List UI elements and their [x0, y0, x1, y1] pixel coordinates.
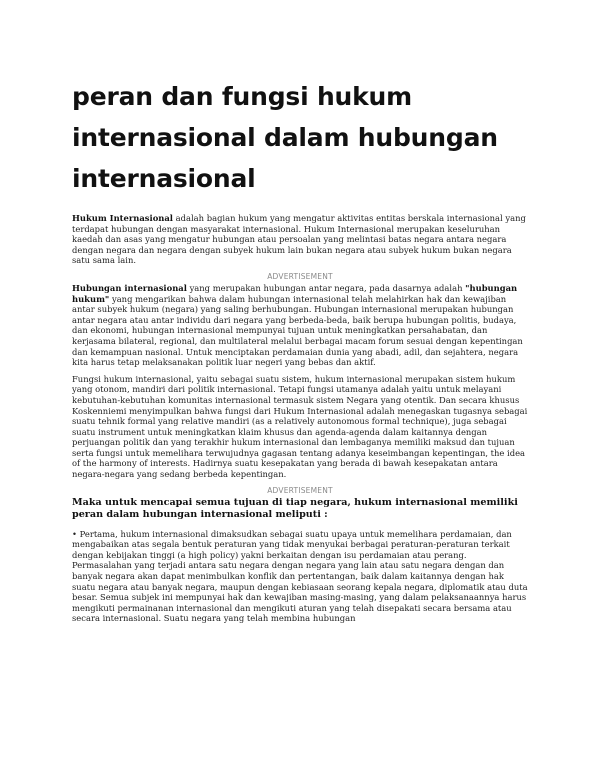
paragraph-hubungan-text-1: yang merupakan hubungan antar negara, pada dasarnya adalah: [186, 282, 466, 293]
term-hubungan-hukum: "hubungan hukum": [72, 282, 518, 304]
page-title: peran dan fungsi hukum internasional dalam hubungan internasional: [72, 82, 498, 193]
paragraph-peran-pertama: • Pertama, hukum internasional dimaksudkan sebagai suatu upaya untuk memelihara perdamaian, dan mengabaikan atas segala bentuk peraturan yang tidak menyukai berbagai peraturan-peraturan terkait dengan kebijakan tinggi (a high policy) yakni berkaitan dengan isu perdamaian atau perang. Permasalahan yang terjadi antara satu negara dengan negara yang lain atau satu negara dengan dan banyak negara akan dapat menimbulkan konflik dan pertentangan, baik dalam kaitannya dengan hak suatu negara atau banyak negara, maupun dengan kebiasaan seorang kepala negara, diplomatik atau duta besar. Semua subjek ini mempunyai hak dan kewajiban masing-masing, yang dalam pelaksanaannya harus mengikuti permainanan internasional dan mengikuti aturan yang telah disepakati secara bersama atau secara internasional. Suatu negara yang telah membina hubungan: [72, 528, 528, 624]
paragraph-fungsi: Fungsi hukum internasional, yaitu sebagai suatu sistem, hukum internasional merupakan sistem hukum yang otonom, mandiri dari politik internasional. Tetapi fungsi utamanya adalah yaitu untuk melayani kebutuhan-kebutuhan komunitas internasional termasuk sistem Negara yang otentik. Dan secara khusus Koskenniemi menyimpulkan bahwa fungsi dari Hukum Internasional adalah menegaskan tugasnya sebagai suatu tehnik formal yang relative mandiri (as a relatively autonomous formal technique), juga sebagai suatu instrument untuk meningkatkan klaim khusus dan agenda-agenda dalam kaitannya dengan perjuangan politik dan yang terakhir hukum internasional dan lembaganya memiliki maksud dan tujuan serta fungsi untuk memelihara terwujudnya gagasan tentang adanya keseimbangan kepentingan, the idea of the harmony of interests. Hadirnya suatu kesepakatan yang berada di bawah kesepakatan antara negara-negara yang sedang berbeda kepentingan.: [72, 373, 528, 480]
advertisement-label: ADVERTISEMENT: [267, 485, 333, 495]
document-page: [72, 72, 528, 630]
term-hubungan-internasional: Hubungan internasional: [72, 282, 187, 293]
paragraph-intro: [72, 213, 528, 266]
paragraph-hubungan: [72, 283, 528, 368]
paragraph-intro-text: adalah bagian hukum yang mengatur aktivitas entitas berskala internasional yang terdapat hubungan dengan masyarakat internasional. Hukum Internasional merupakan keseluruhan kaedah dan asas yang mengatur hubungan atau persoalan yang melintasi batas negara antara negara dengan negara dan negara dengan subyek hukum lain bukan negara atau subyek hukum bukan negara satu sama lain.: [72, 213, 526, 266]
term-hukum-internasional: Hukum Internasional: [72, 213, 173, 223]
section-subheading: Maka untuk mencapai semua tujuan di tiap negara, hukum internasional memiliki peran dalam hubungan internasional meliputi :: [72, 496, 518, 520]
advertisement-label: ADVERTISEMENT: [267, 271, 333, 281]
paragraph-hubungan-text-2: yang mengarikan bahwa dalam hubungan internasional telah melahirkan hak dan kewajiban antar subyek hukum (negara) yang saling berhubungan. Hubungan internasional merupakan hubungan antar negara atau antar individu dari negara yang berbeda-beda, baik berupa hubungan politis, budaya, dan ekonomi, hubungan internasional mempunyai tujuan untuk meningkatkan persahabatan, dan kerjasama bilateral, regional, dan multilateral melalui berbagai macam forum sesuai dengan kepentingan dan kemampuan nasional. Untuk menciptakan perdamaian dunia yang abadi, adil, dan sejahtera, negara kita harus tetap melaksanakan politik luar negeri yang bebas dan aktif.: [72, 293, 523, 368]
